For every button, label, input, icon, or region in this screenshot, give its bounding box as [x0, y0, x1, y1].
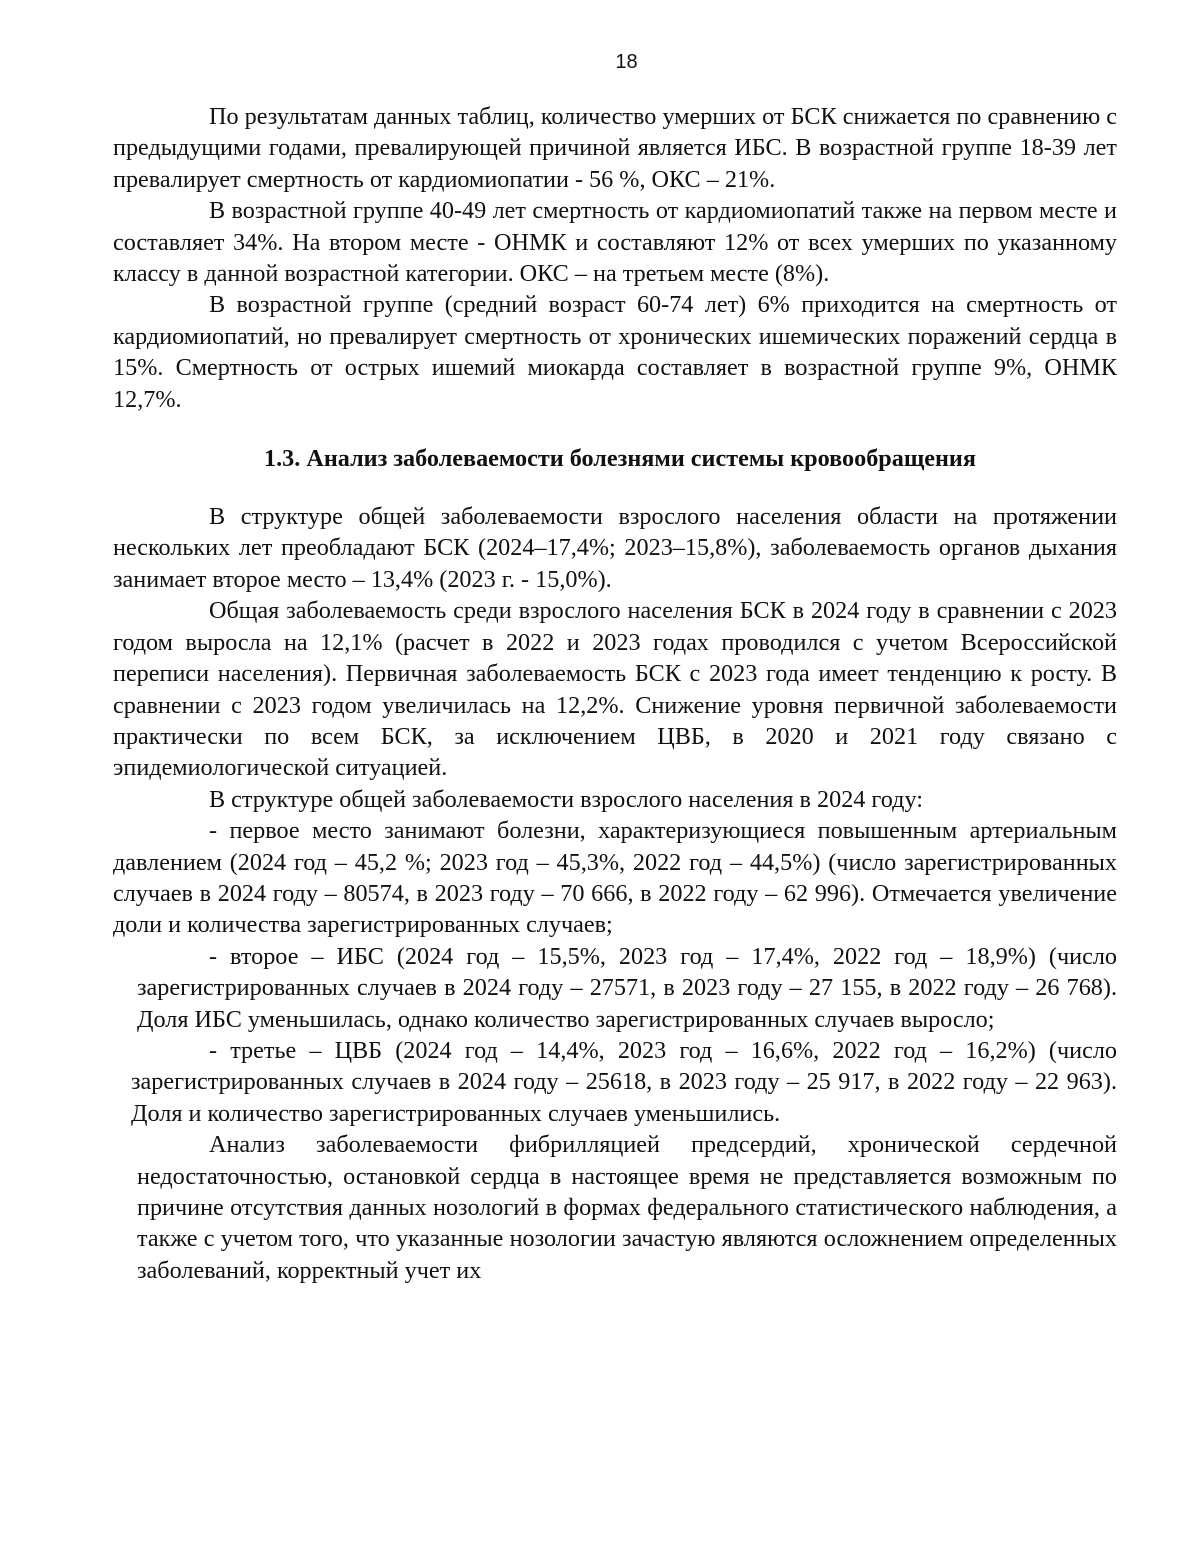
list-item-first-place: - первое место занимают болезни, характеризующиеся повышенным артериальным давлением (2024 год – 45,2 %; 2023 год – 45,3%, 2022 год – 44,5%) (число зарегистрированных случаев в 2024 году – 80574, в 2023 году – 70 666, в 2022 году – 62 996). Отмечается увеличение доли и количества зарегистрированных случаев;: [113, 817, 1117, 939]
paragraph-general-morbidity: Общая заболеваемость среди взрослого населения БСК в 2024 году в сравнении с 2023 годом выросла на 12,1% (расчет в 2022 и 2023 годах проводился с учетом Всероссийской переписи населения). Первичная заболеваемость БСК с 2023 года имеет тенденцию к росту. В сравнении с 2023 годом увеличилась на 12,2%. Снижение уровня первичной заболеваемости практически по всем БСК, за исключением ЦВБ, в 2020 и 2021 году связано с эпидемиологической ситуацией.: [113, 597, 1117, 782]
paragraph-age-40-49: В возрастной группе 40-49 лет смертность от кардиомиопатий также на первом месте и составляет 34%. На втором месте - ОНМК и составляют 12% от всех умерших по указанному классу в данной возрастной категории. ОКС – на третьем месте (8%).: [113, 197, 1117, 288]
page-number: 18: [615, 51, 638, 73]
section-heading: 1.3. Анализ заболеваемости болезнями системы кровообращения: [264, 445, 976, 473]
list-item-second-place: - второе – ИБС (2024 год – 15,5%, 2023 год – 17,4%, 2022 год – 18,9%) (число зарегистрированных случаев в 2024 году – 27571, в 2023 году – 27 155, в 2022 году – 26 768). Доля ИБС уменьшилась, однако количество зарегистрированных случаев выросло;: [137, 942, 1117, 1033]
paragraph-mortality-summary: По результатам данных таблиц, количество умерших от БСК снижается по сравнению с предыдущими годами, превалирующей причиной является ИБС. В возрастной группе 18-39 лет превалирует смертность от кардиомиопатии - 56 %, ОКС – 21%.: [113, 103, 1117, 193]
paragraph-structure-2024: В структуре общей заболеваемости взрослого населения в 2024 году:: [209, 785, 923, 813]
paragraph-age-60-74: В возрастной группе (средний возраст 60-74 лет) 6% приходится на смертность от кардиомиопатий, но превалирует смертность от хронических ишемических поражений сердца в 15%. Смертность от острых ишемий миокарда составляет в возрастной группе 9%, ОНМК 12,7%.: [113, 291, 1117, 413]
document-body: [113, 101, 1117, 1286]
list-item-third-place: - третье – ЦВБ (2024 год – 14,4%, 2023 год – 16,6%, 2022 год – 16,2%) (число зарегистрированных случаев в 2024 году – 25618, в 2023 году – 25 917, в 2022 году – 22 963). Доля и количество зарегистрированных случаев уменьшились.: [131, 1036, 1117, 1127]
paragraph-morbidity-structure: В структуре общей заболеваемости взрослого населения области на протяжении нескольких лет преобладают БСК (2024–17,4%; 2023–15,8%), заболеваемость органов дыхания занимает второе место – 13,4% (2023 г. - 15,0%).: [113, 503, 1117, 593]
paragraph-analysis-limitations: Анализ заболеваемости фибрилляцией предсердий, хронической сердечной недостаточностью, остановкой сердца в настоящее время не представляется возможным по причине отсутствия данных нозологий в формах федерального статистического наблюдения, а также с учетом того, что указанные нозологии зачастую являются осложнением определенных заболеваний, корректный учет их: [137, 1131, 1117, 1284]
